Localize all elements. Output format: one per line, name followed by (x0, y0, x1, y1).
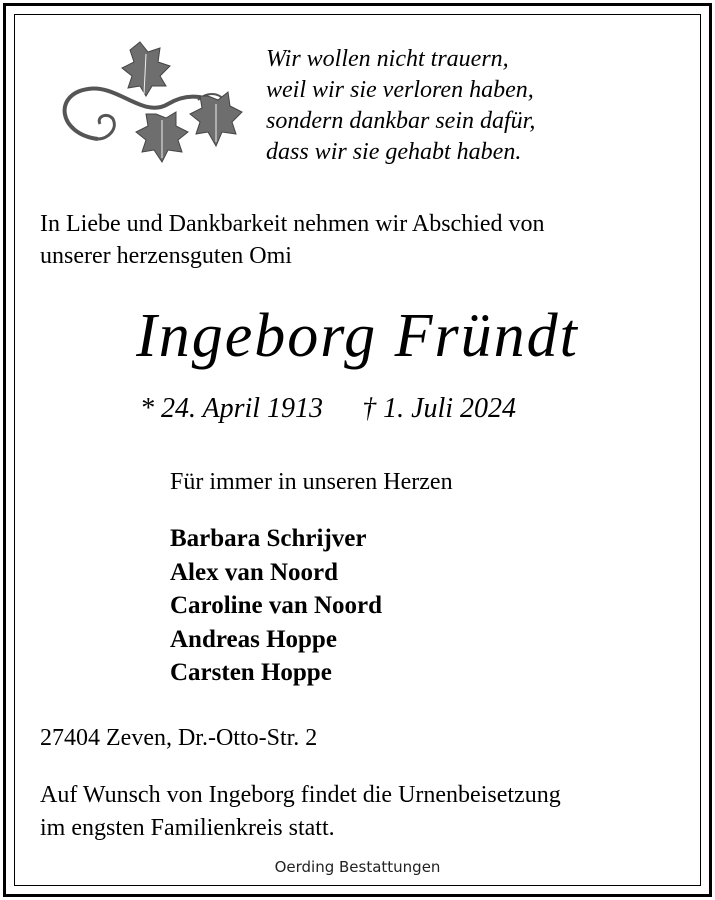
family-member: Barbara Schrijver (170, 525, 367, 552)
burial-notice (40, 779, 690, 845)
intro-line: unserer herzensguten Omi (40, 243, 292, 269)
poem-line: Wir wollen nicht trauern, (266, 46, 509, 72)
family-member: Alex van Noord (170, 558, 339, 586)
notice-line: Auf Wunsch von Ingeborg findet die Urnenbeisetzung (40, 782, 561, 808)
poem-line: dass wir sie gehabt haben. (266, 139, 522, 165)
family-member: Caroline van Noord (170, 592, 383, 619)
vine-leaves-icon (48, 34, 248, 184)
notice-line: im engsten Familienkreis statt. (40, 815, 335, 841)
life-dates (140, 390, 516, 428)
poem-line: weil wir sie verloren haben, (266, 77, 534, 103)
intro-line: In Liebe und Dankbarkeit nehmen wir Abschied von (40, 211, 545, 237)
intro-text (40, 208, 680, 272)
family-member: Carsten Hoppe (170, 659, 332, 686)
death-date: † 1. Juli 2024 (362, 393, 517, 424)
undertaker-name: Oerding Bestattungen (274, 858, 441, 876)
poem-line: sondern dankbar sein dafür, (266, 108, 536, 134)
family-member: Andreas Hoppe (170, 625, 337, 653)
poem (266, 44, 686, 168)
birth-date: * 24. April 1913 (140, 393, 324, 424)
dedication: Für immer in unseren Herzen (170, 469, 453, 495)
deceased-name: Ingeborg Fründt (136, 302, 579, 370)
address: 27404 Zeven, Dr.-Otto-Str. 2 (40, 725, 318, 751)
family-list (170, 522, 382, 690)
